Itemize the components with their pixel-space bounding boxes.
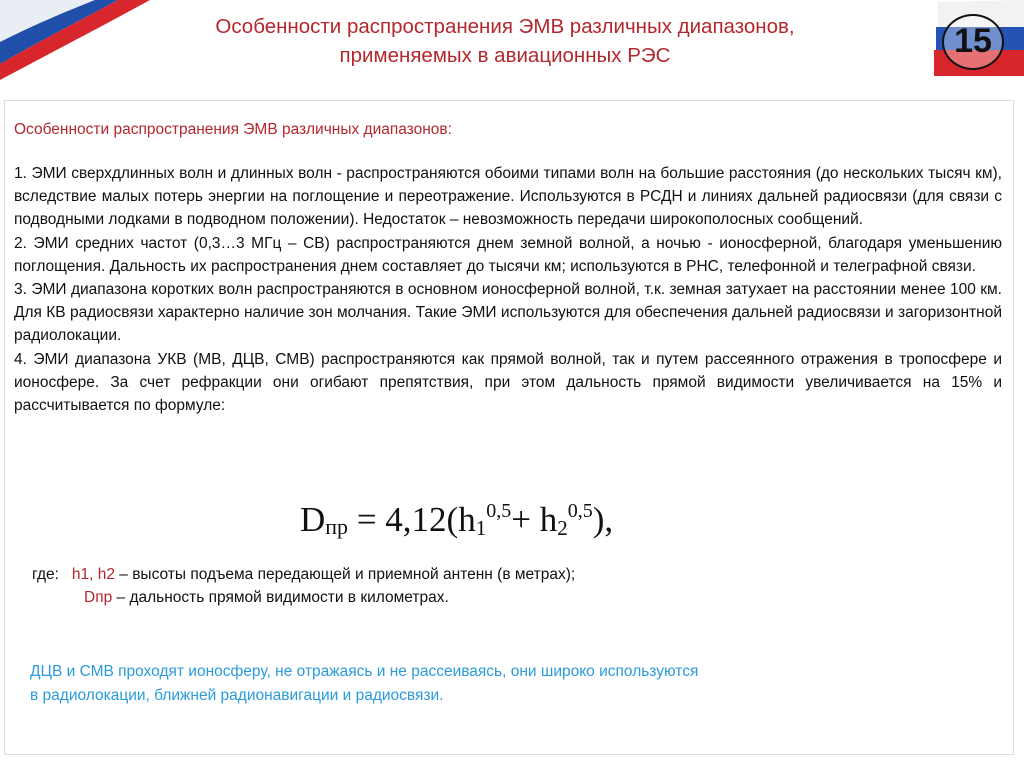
formula-subscript-2: 2 — [557, 516, 568, 540]
formula-exponent-2: 0,5 — [567, 500, 593, 522]
note-line-2: в радиолокации, ближней радионавигации и радиосвязи. — [30, 687, 444, 704]
where-label: где: — [32, 566, 59, 583]
blue-note — [30, 660, 930, 708]
page-title-line-2: применяемых в авиационных РЭС — [339, 44, 671, 67]
range-formula — [300, 500, 613, 541]
formula-equals: = 4,12(h — [348, 500, 476, 539]
formula-lhs-subscript: пр — [325, 514, 349, 539]
d-term: Dпр — [84, 589, 113, 606]
page-title — [130, 12, 880, 70]
paragraph-4: 4. ЭМИ диапазона УКВ (МВ, ДЦВ, СМВ) распространяются как прямой волной, так и путем рассеянного отражения в тропосфере и ионосфере. За счет рефракции они огибают препятствия, при этом дальность прямой видимости увеличивается на 15% и рассчитывается по формуле: — [14, 350, 1002, 415]
formula-lhs: D — [300, 500, 326, 539]
body-text — [14, 162, 1002, 417]
page-title-line-1: Особенности распространения ЭМВ различных диапазонов, — [215, 15, 795, 38]
formula-plus: + h — [511, 500, 558, 539]
paragraph-2: 2. ЭМИ средних частот (0,3…3 МГц – СВ) распространяются днем земной волной, а ночью - ионосферной, благодаря уменьшению поглощения. Дальность их распространения днем составляет до тысячи км; используются в РНС, телефонной и телеграфной связи. — [14, 234, 1002, 275]
formula-close: ), — [592, 500, 614, 539]
h-terms: h1, h2 — [71, 566, 115, 583]
page-number-badge: 15 — [942, 14, 1004, 70]
formula-exponent-1: 0,5 — [486, 500, 512, 522]
formula-subscript-1: 1 — [475, 516, 487, 540]
where-definition-d — [84, 589, 449, 607]
h-description: – высоты подъема передающей и приемной антенн (в метрах); — [114, 566, 576, 583]
paragraph-1: 1. ЭМИ сверхдлинных волн и длинных волн - распространяются обоими типами волн на большие расстояния (до нескольких тысяч км), вследствие малых потерь энергии на поглощение и переотражение. Используются в РСДН и линиях дальней радиосвязи (для связи с подводными лодками в подводном положении). Недостаток – невозможность передачи широкополосных сообщений. — [14, 165, 1002, 229]
note-line-1: ДЦВ и СМВ проходят ионосферу, не отражаясь и не рассеиваясь, они широко используются — [30, 663, 699, 680]
d-description: – дальность прямой видимости в километрах. — [112, 589, 449, 606]
where-definition-h — [32, 566, 575, 584]
paragraph-3: 3. ЭМИ диапазона коротких волн распространяются в основном ионосферной волной, т.к. земная затухает на расстоянии менее 100 км. Для КВ радиосвязи характерно наличие зон молчания. Такие ЭМИ используются для обеспечения дальней радиосвязи и загоризонтной радиолокации. — [14, 281, 1002, 345]
intro-heading: Особенности распространения ЭМВ различных диапазонов: — [14, 121, 452, 138]
